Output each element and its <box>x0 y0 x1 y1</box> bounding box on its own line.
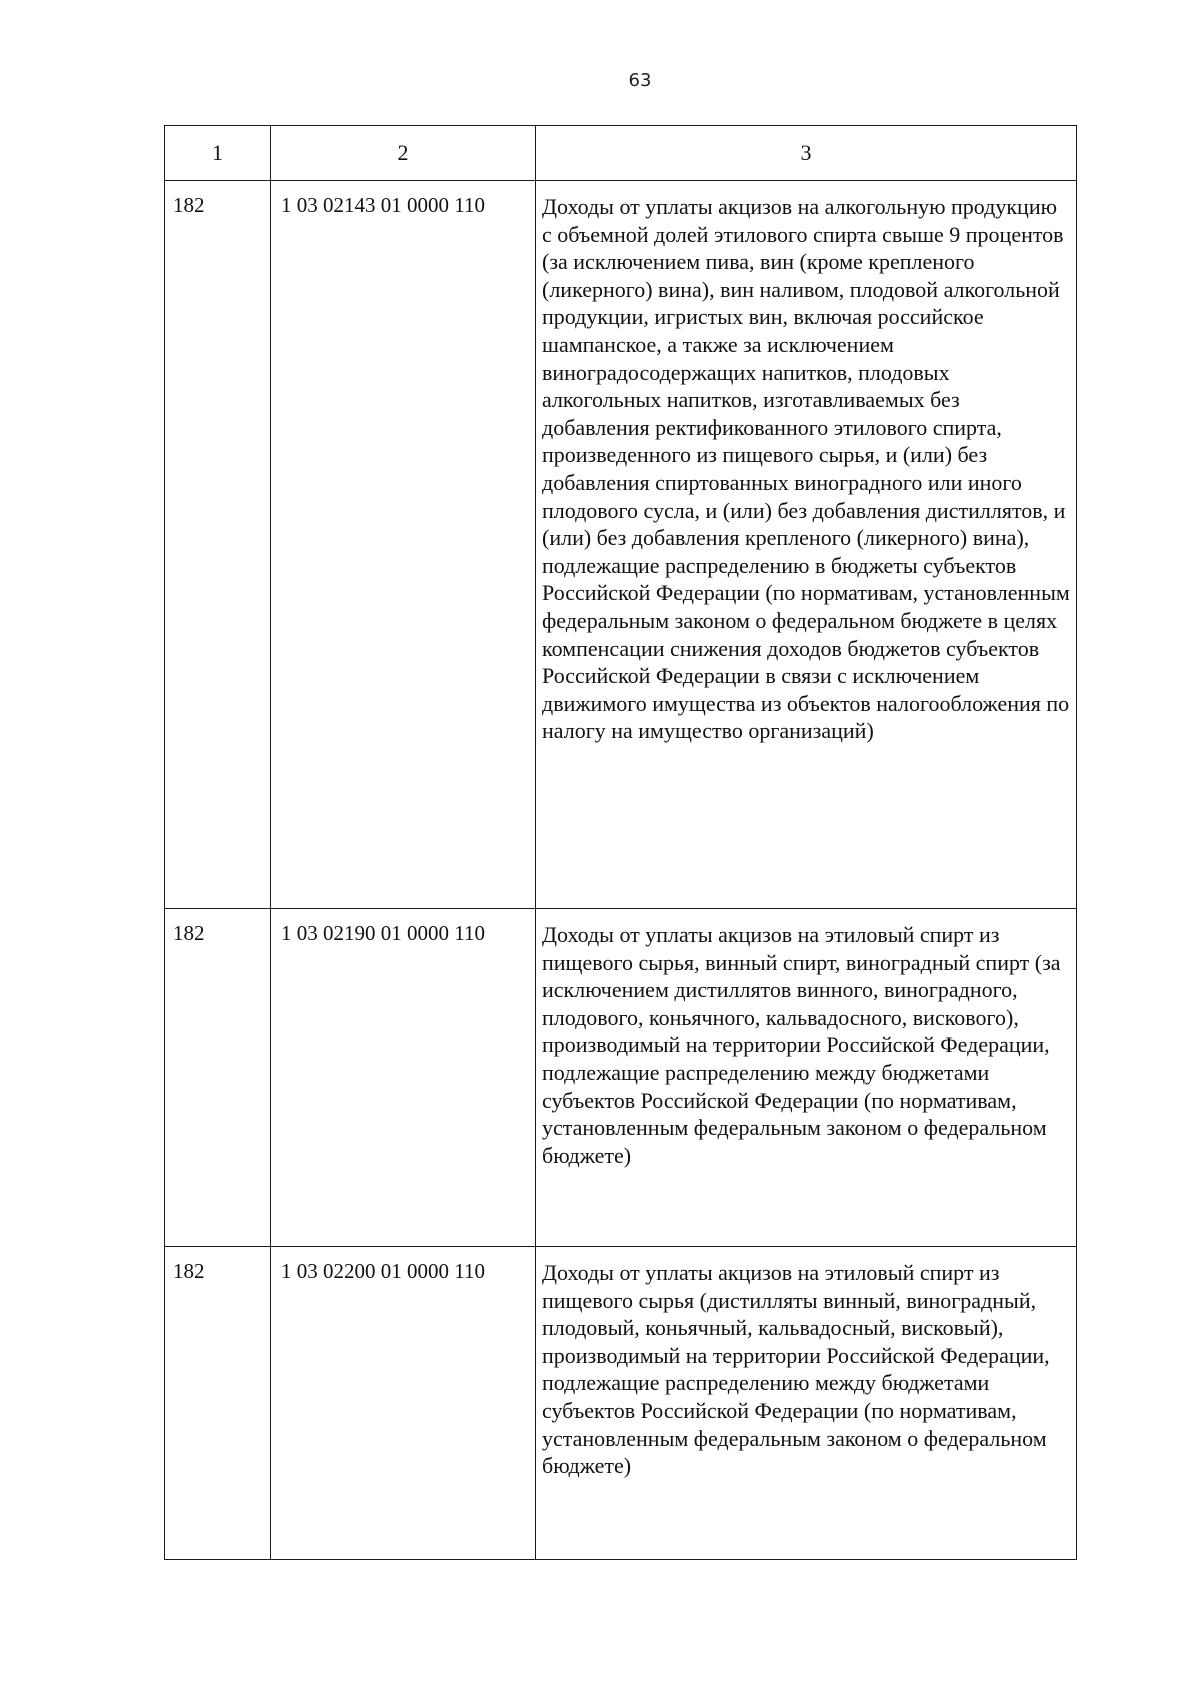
admin-code-cell: 182 <box>165 1247 271 1560</box>
column-header-1: 1 <box>165 126 271 181</box>
table-row <box>165 1247 1077 1560</box>
page-number: 63 <box>628 70 652 91</box>
admin-code-cell: 182 <box>165 909 271 1247</box>
table-row <box>165 181 1077 909</box>
table-row <box>165 909 1077 1247</box>
kbk-code-cell: 1 03 02143 01 0000 110 <box>271 181 536 909</box>
table-header-row <box>165 126 1077 181</box>
kbk-code-cell: 1 03 02200 01 0000 110 <box>271 1247 536 1560</box>
admin-code-cell: 182 <box>165 181 271 909</box>
description-cell: Доходы от уплаты акцизов на этиловый спирт из пищевого сырья (дистилляты винный, виноградный, плодовый, коньячный, кальвадосный, висковый), производимый на территории Российской Федерации, подлежащие распределению между бюджетами субъектов Российской Федерации (по нормативам, установленным федеральным законом о федеральном бюджете) <box>536 1247 1077 1560</box>
column-header-3: 3 <box>536 126 1077 181</box>
column-header-2: 2 <box>271 126 536 181</box>
description-cell: Доходы от уплаты акцизов на алкогольную продукцию с объемной долей этилового спирта свыше 9 процентов (за исключением пива, вин (кроме крепленого (ликерного) вина), вин наливом, плодовой алкогольной продукции, игристых вин, включая российское шампанское, а также за исключением виноградосодержащих напитков, плодовых алкогольных напитков, изготавливаемых без добавления ректификованного этилового спирта, произведенного из пищевого сырья, и (или) без добавления спиртованных виноградного или иного плодового сусла, и (или) без добавления дистиллятов, и (или) без добавления крепленого (ликерного) вина), подлежащие распределению в бюджеты субъектов Российской Федерации (по нормативам, установленным федеральным законом о федеральном бюджете в целях компенсации снижения доходов бюджетов субъектов Российской Федерации в связи с исключением движимого имущества из объектов налогообложения по налогу на имущество организаций) <box>536 181 1077 909</box>
revenue-classification-table <box>164 125 1077 1560</box>
kbk-code-cell: 1 03 02190 01 0000 110 <box>271 909 536 1247</box>
description-cell: Доходы от уплаты акцизов на этиловый спирт из пищевого сырья, винный спирт, виноградный спирт (за исключением дистиллятов винного, виноградного, плодового, коньячного, кальвадосного, вискового), производимый на территории Российской Федерации, подлежащие распределению между бюджетами субъектов Российской Федерации (по нормативам, установленным федеральным законом о федеральном бюджете) <box>536 909 1077 1247</box>
